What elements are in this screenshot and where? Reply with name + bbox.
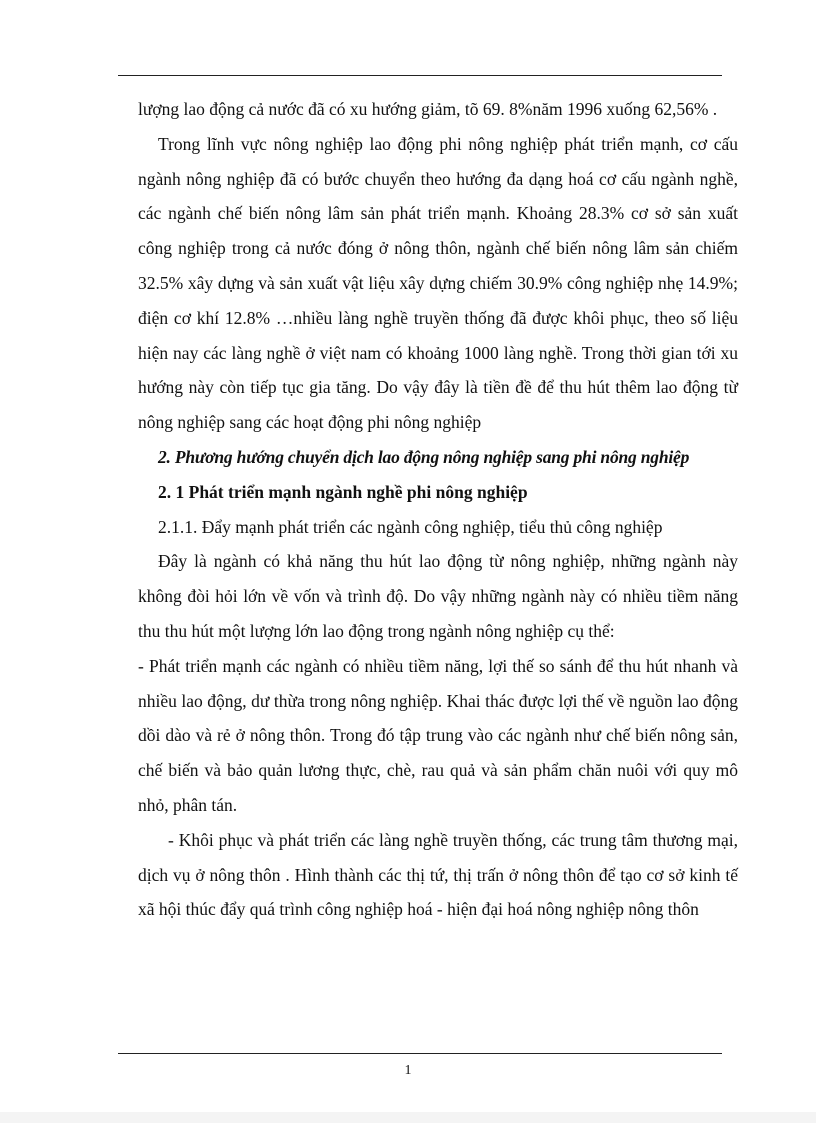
page-number: 1 [404, 1063, 412, 1078]
paragraph-continuation: lượng lao động cả nước đã có xu hướng giảm, tõ 69. 8%năm 1996 xuống 62,56% . [138, 99, 718, 119]
page-bottom-edge [0, 1112, 816, 1123]
bullet-develop-industries: - Phát triển mạnh các ngành có nhiều tiềm năng, lợi thế so sánh để thu hút nhanh và nhiều lao động, dư thừa trong nông nghiệp. Khai thác được lợi thế về nguồn lao động dồi dào và rẻ ở nông thôn. Trong đó tập trung vào các ngành như chế biến nông sản, chế biến và bảo quản lương thực, chè, rau quả và sản phẩm chăn nuôi với quy mô nhỏ, phân tán. [138, 655, 738, 815]
document-body [138, 92, 738, 927]
section-heading-2-1: 2. 1 Phát triển mạnh ngành nghề phi nông nghiệp [158, 481, 528, 502]
section-heading-2: 2. Phương hướng chuyển dịch lao động nông nghiệp sang phi nông nghiệp [158, 446, 690, 467]
paragraph-rural-industry: Trong lĩnh vực nông nghiệp lao động phi nông nghiệp phát triển mạnh, cơ cấu ngành nông nghiệp đã có bước chuyển theo hướng đa dạng hoá cơ cấu ngành nghề, các ngành chế biến nông lâm sản phát triển mạnh. Khoảng 28.3% cơ sở sản xuất công nghiệp trong cả nước đóng ở nông thôn, ngành chế biến nông lâm sản chiếm 32.5% xây dựng và sản xuất vật liệu xây dựng chiếm 30.9% công nghiệp nhẹ 14.9%; điện cơ khí 12.8% …nhiều làng nghề truyền thống đã được khôi phục, theo số liệu hiện nay các làng nghề ở việt nam có khoảng 1000 làng nghề. Trong thời gian tới xu hướng này còn tiếp tục gia tăng. Do vậy đây là tiền đề để thu hút thêm lao động từ nông nghiệp sang các hoạt động phi nông nghiệp [138, 133, 738, 433]
bullet-restore-craft-villages: - Khôi phục và phát triển các làng nghề truyền thống, các trung tâm thương mại, dịch vụ ở nông thôn . Hình thành các thị tứ, thị trấn ở nông thôn để tạo cơ sở kinh tế xã hội thúc đẩy quá trình công nghiệp hoá - hiện đại hoá nông nghiệp nông thôn [138, 829, 738, 920]
paragraph-industry-intro: Đây là ngành có khả năng thu hút lao động từ nông nghiệp, những ngành này không đòi hỏi lớn về vốn và trình độ. Do vậy những ngành này có nhiều tiềm năng thu thu hút một lượng lớn lao động trong ngành nông nghiệp cụ thể: [138, 551, 738, 641]
footer-rule [118, 1053, 722, 1054]
section-heading-2-1-1: 2.1.1. Đẩy mạnh phát triển các ngành công nghiệp, tiểu thủ công nghiệp [158, 516, 663, 537]
header-rule [118, 75, 722, 76]
